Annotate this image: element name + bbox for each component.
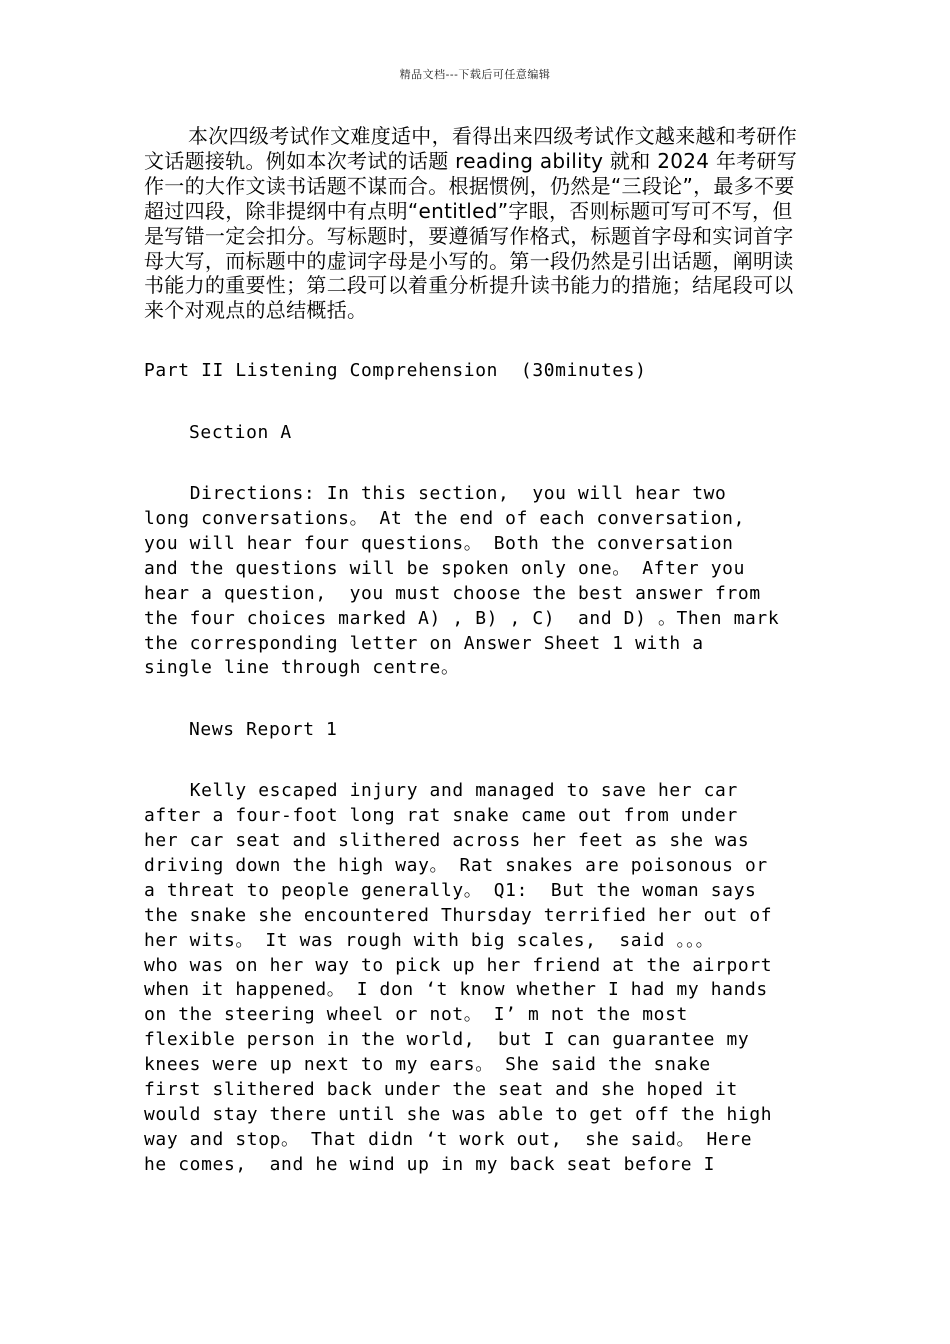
story-line: her wits。 It was rough with big scales, said 。。。	[144, 929, 715, 951]
directions-line: and the questions will be spoken only one。 After you	[144, 557, 746, 579]
story-line: knees were up next to my ears。 She said the snake	[144, 1054, 711, 1076]
directions-paragraph	[144, 482, 806, 681]
intro-paragraph: 本次四级考试作文难度适中，看得出来四级考试作文越来越和考研作文话题接轨。例如本次考试的话题 reading ability 就和 2024 年考研写作一的大作文读书话题不谋而合。根据惯例，仍然是“三段论”，最多不要超过四段，除非提纲中有点明“entitled”字眼，否则标题可写可不写，但是写错一定会扣分。写标题时，要遵循写作格式，标题首字母和实词首字母大写，而标题中的虚词字母是小写的。第一段仍然是引出话题，阐明读书能力的重要性；第二段可以着重分析提升读书能力的措施；结尾段可以来个对观点的总结概括。	[144, 124, 798, 323]
news-report-title: News Report 1	[189, 718, 338, 740]
directions-line: long conversations。 At the end of each conversation,	[144, 507, 746, 529]
story-line: after a four-foot long rat snake came out from under	[144, 805, 738, 827]
story-line: flexible person in the world, but I can guarantee my	[144, 1029, 750, 1051]
spacer	[144, 446, 806, 483]
spacer	[144, 743, 806, 780]
spacer	[144, 384, 806, 421]
story-paragraph	[144, 779, 806, 1178]
story-line: Kelly escaped injury and managed to save her car	[144, 780, 738, 802]
story-line: when it happened。 I don ‘t know whether I had my hands	[144, 979, 768, 1001]
story-line: the snake she encountered Thursday terrified her out of	[144, 904, 773, 926]
story-line: on the steering wheel or not。 I’ m not the most	[144, 1004, 688, 1026]
story-line: a threat to people generally。 Q1: But the woman says	[144, 879, 757, 901]
story-line: would stay there until she was able to get off the high	[144, 1104, 773, 1125]
directions-line: the four choices marked A) , B) , C) and D) 。Then mark	[144, 607, 780, 629]
spacer	[144, 323, 806, 359]
directions-line: single line through centre。	[144, 657, 460, 679]
document-body	[144, 124, 806, 1178]
directions-line: Directions: In this section, you will hear two	[144, 483, 727, 505]
story-line: her car seat and slithered across her feet as she was	[144, 830, 750, 852]
spacer	[144, 681, 806, 718]
page-header: 精品文档---下载后可任意编辑	[399, 68, 551, 81]
story-line: first slithered back under the seat and she hoped it	[144, 1079, 738, 1101]
part-title: Part II Listening Comprehension (30minutes)	[144, 360, 647, 382]
story-line: he comes, and he wind up in my back seat before I	[144, 1153, 716, 1175]
story-line: way and stop。 That didn ‘t work out, she said。 Here	[144, 1128, 753, 1150]
directions-line: the corresponding letter on Answer Sheet 1 with a	[144, 632, 704, 654]
directions-line: you will hear four questions。 Both the conversation	[144, 532, 734, 554]
directions-line: hear a question, you must choose the best answer from	[144, 582, 761, 604]
section-title: Section A	[189, 421, 292, 443]
story-line: who was on her way to pick up her friend at the airport	[144, 954, 773, 976]
story-line: driving down the high way。 Rat snakes are poisonous or	[144, 854, 768, 876]
